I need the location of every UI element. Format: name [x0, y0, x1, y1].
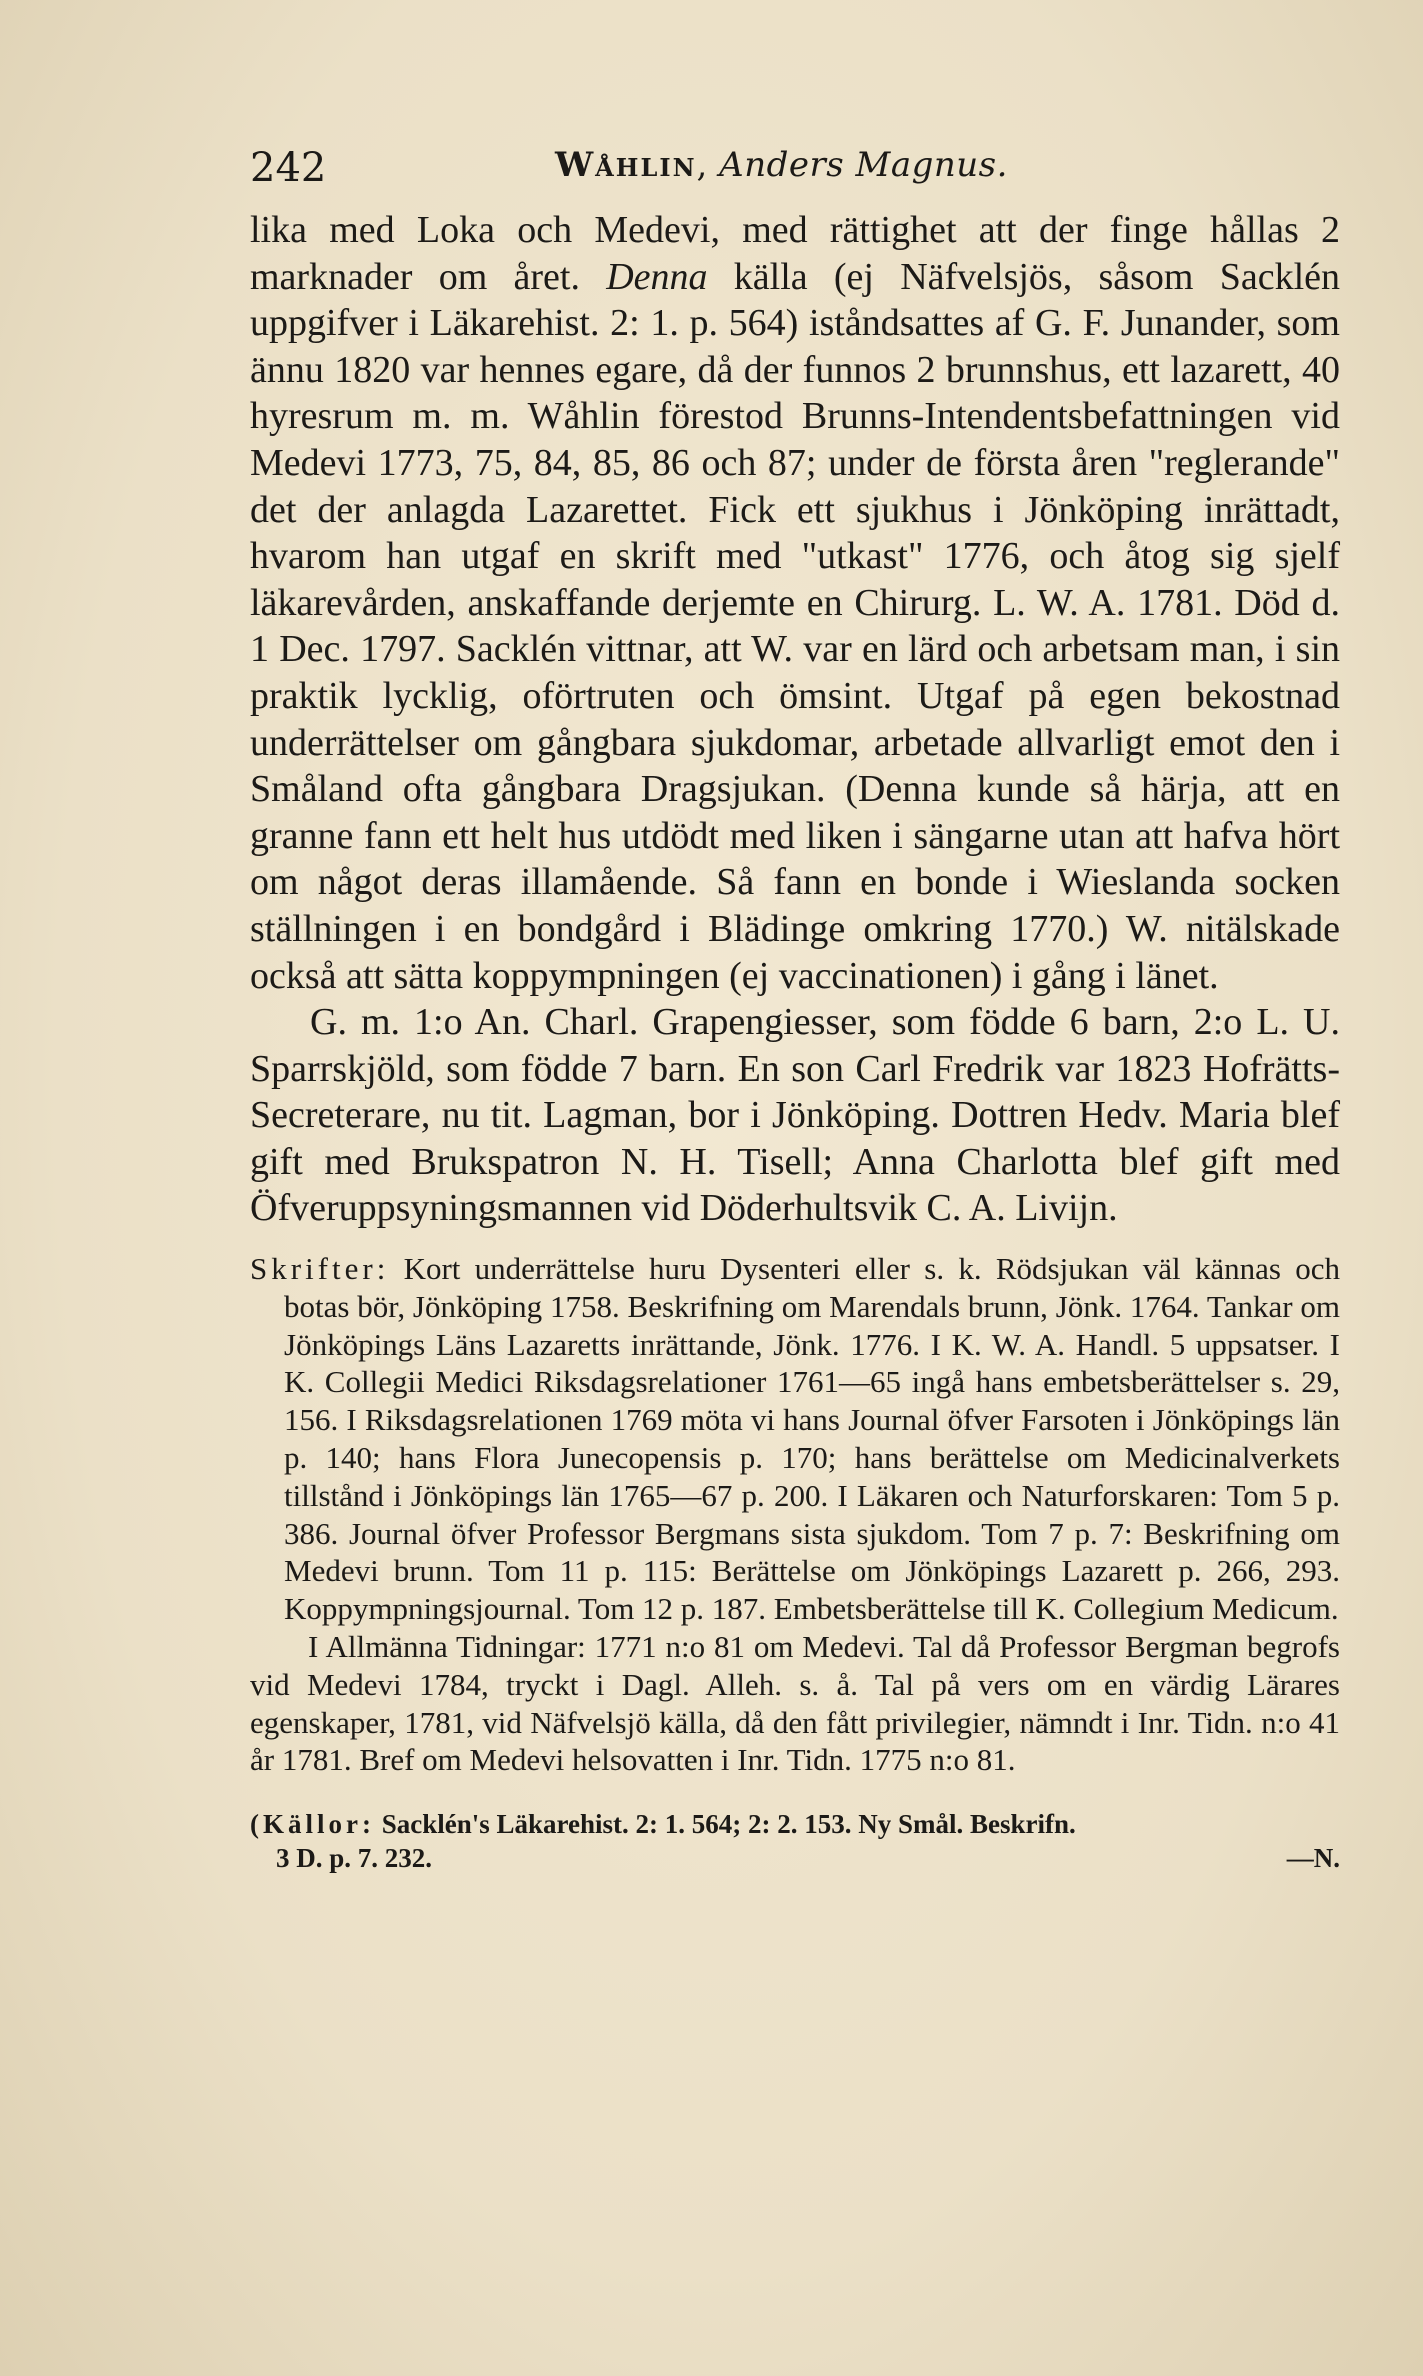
sources-line-2: [250, 1841, 1340, 1875]
running-head-separator: ,: [696, 145, 720, 185]
page-header: [250, 145, 1340, 195]
italic-span: Denna: [606, 255, 708, 298]
paragraph-career: [250, 207, 1340, 999]
writings-label: Skrifter:: [250, 1251, 390, 1287]
page-content: [250, 145, 1340, 1875]
writings-newspapers: I Allmänna Tidningar: 1771 n:o 81 om Medevi. Tal då Professor Bergman begrofs vid Medevi 1784, tryckt i Dagl. Alleh. s. å. Tal på vers om en värdig Lärares egenskaper, 1781, vid Näfvelsjö källa, då den fått privilegier, nämndt i Inr. Tidn. n:o 41 år 1781. Bref om Medevi helsovatten i Inr. Tidn. 1775 n:o 81.: [250, 1629, 1340, 1778]
sources-text: Sacklén's Läkarehist. 2: 1. 564; 2: 2. 153. Ny Smål. Beskrifn.: [374, 1809, 1076, 1840]
page-number: 242: [250, 145, 327, 191]
biography-text: [250, 207, 1340, 1232]
writings-section: [250, 1250, 1340, 1779]
text-span: lika med Loka och Medevi, med rättighet att der finge hållas 2 marknader om året.: [250, 209, 1340, 298]
sources-section: [250, 1807, 1340, 1875]
sources-label: (Källor:: [250, 1809, 375, 1840]
writings-text: Kort underrättelse huru Dysenteri eller s. k. Rödsjukan väl kännas och botas bör, Jönköping 1758. Beskrifning om Marendals brunn, Jönk. 1764. Tankar om Jönköpings Läns Lazaretts inrättande, Jönk. 1776. I K. W. A. Handl. 5 uppsatser. I K. Collegii Medici Riksdagsrelationer 1761—65 ingå hans embetsberättelser s. 29, 156. I Riksdagsrelationen 1769 möta vi hans Journal öfver Farsoten i Jönköpings län p. 140; hans Flora Junecopensis p. 170; hans berättelse om Medicinalverkets tillstånd i Jönköpings län 1765—67 p. 200. I Läkaren och Naturforskaren: Tom 5 p. 386. Journal öfver Professor Bergmans sista sjukdom. Tom 7 p. 7: Beskrifning om Medevi brunn. Tom 11 p. 115: Berättelse om Jönköpings Lazarett p. 266, 293. Koppympningsjournal. Tom 12 p. 187. Embetsberättelse till K. Collegium Medicum.: [284, 1251, 1340, 1627]
sources-line-1: [250, 1807, 1340, 1841]
sources-text-cont: 3 D. p. 7. 232.: [276, 1843, 433, 1874]
running-head: [555, 145, 1008, 185]
text-span: källa (ej Näfvelsjös, såsom Sacklén uppgifver i Läkarehist. 2: 1. p. 564) iståndsattes af G. F. Junander, som ännu 1820 var hennes egare, då der funnos 2 brunnshus, ett lazarett, 40 hyresrum m. m. Wåhlin förestod Brunns-Intendentsbefattningen vid Medevi 1773, 75, 84, 85, 86 och 87; under de första åren "reglerande" det der anlagda Lazarettet. Fick ett sjukhus i Jönköping inrättadt, hvarom han utgaf en skrift med "utkast" 1776, och åtog sig sjelf läkarevården, anskaffande derjemte en Chirurg. L. W. A. 1781. Död d. 1 Dec. 1797. Sacklén vittnar, att W. var en lärd och arbetsam man, i sin praktik lycklig, oförtruten och ömsint. Utgaf på egen bekostnad underrättelser om gångbara sjukdomar, arbetade allvarligt emot den i Småland ofta gångbara Dragsjukan. (Denna kunde så härja, att en granne fann ett helt hus utdödt med liken i sängarne utan att hafva hört om något deras illamående. Så fann en bonde i Wieslanda socken ställningen i en bondgård i Blädinge omkring 1770.) W. nitälskade också att sätta koppympningen (ej vaccinationen) i gång i länet.: [250, 255, 1340, 997]
author-signature: —N.: [1286, 1843, 1340, 1874]
paragraph-family: G. m. 1:o An. Charl. Grapengiesser, som födde 6 barn, 2:o L. U. Sparrskjöld, som födde 7 barn. En son Carl Fredrik var 1823 Hofrätts-Secreterare, nu tit. Lagman, bor i Jönköping. Dottren Hedv. Maria blef gift med Brukspatron N. H. Tisell; Anna Charlotta blef gift med Öfveruppsyningsmannen vid Döderhultsvik C. A. Livijn.: [250, 1001, 1340, 1230]
writings-list: [250, 1250, 1340, 1628]
running-head-surname: Wåhlin: [555, 145, 697, 185]
running-head-given-names: Anders Magnus.: [719, 145, 1008, 185]
